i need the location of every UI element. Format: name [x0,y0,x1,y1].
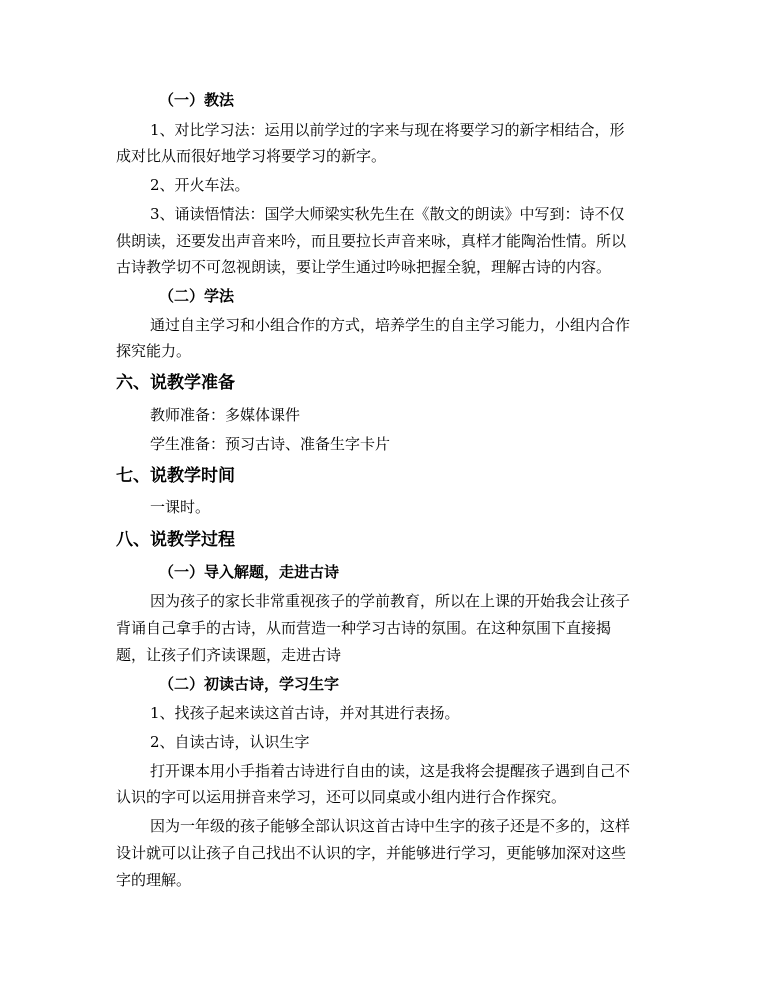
paragraph-line: 设计就可以让孩子自己找出不认识的字，并能够进行学习，更能够加深对这些 [116,844,627,862]
subheading-first-reading: （二）初读古诗，学习生字 [159,675,340,693]
subheading-learning-method: （二）学法 [159,287,235,305]
paragraph-line: 教师准备：多媒体课件 [150,406,301,424]
paragraph-line: 打开课本用小手指着古诗进行自由的读，这是我将会提醒孩子遇到自己不 [150,762,631,780]
paragraph-line: 字的理解。 [116,871,192,889]
paragraph-line: 供朗读，还要发出声音来吟，而且要拉长声音来咏，真样才能陶治性情。所以 [116,232,627,250]
paragraph-line: 因为一年级的孩子能够全部认识这首古诗中生字的孩子还是不多的，这样 [150,817,631,835]
paragraph-line: 2、自读古诗，认识生字 [150,733,310,751]
paragraph-line: 1、找孩子起来读这首古诗，并对其进行表扬。 [150,704,460,722]
paragraph-line: 因为孩子的家长非常重视孩子的学前教育，所以在上课的开始我会让孩子 [150,592,631,610]
section-heading-preparation: 六、说教学准备 [116,373,235,393]
section-heading-process: 八、说教学过程 [116,530,235,550]
paragraph-line: 古诗教学切不可忽视朗读，要让学生通过吟咏把握全貌，理解古诗的内容。 [116,258,612,276]
paragraph-line: 一课时。 [150,498,211,516]
paragraph-line: 背诵自己拿手的古诗，从而营造一种学习古诗的氛围。在这种氛围下直接揭 [116,619,612,637]
paragraph-line: 通过自主学习和小组合作的方式，培养学生的自主学习能力，小组内合作 [150,316,631,334]
section-heading-time: 七、说教学时间 [116,466,235,486]
paragraph-line: 学生准备：预习古诗、准备生字卡片 [150,435,391,453]
subheading-intro: （一）导入解题，走进古诗 [159,563,340,581]
paragraph-line: 认识的字可以运用拼音来学习，还可以同桌或小组内进行合作探究。 [116,788,567,806]
paragraph-line: 题，让孩子们齐读课题，走进古诗 [116,646,342,664]
paragraph-line: 探究能力。 [116,342,192,360]
paragraph-line: 成对比从而很好地学习将要学习的新字。 [116,147,387,165]
paragraph-line: 1、对比学习法：运用以前学过的字来与现在将要学习的新字相结合，形 [150,121,625,139]
paragraph-line: 2、开火车法。 [150,176,250,194]
paragraph-line: 3、诵读悟情法：国学大师梁实秋先生在《散文的朗读》中写到：诗不仅 [150,205,625,223]
subheading-teaching-method: （一）教法 [159,91,235,109]
